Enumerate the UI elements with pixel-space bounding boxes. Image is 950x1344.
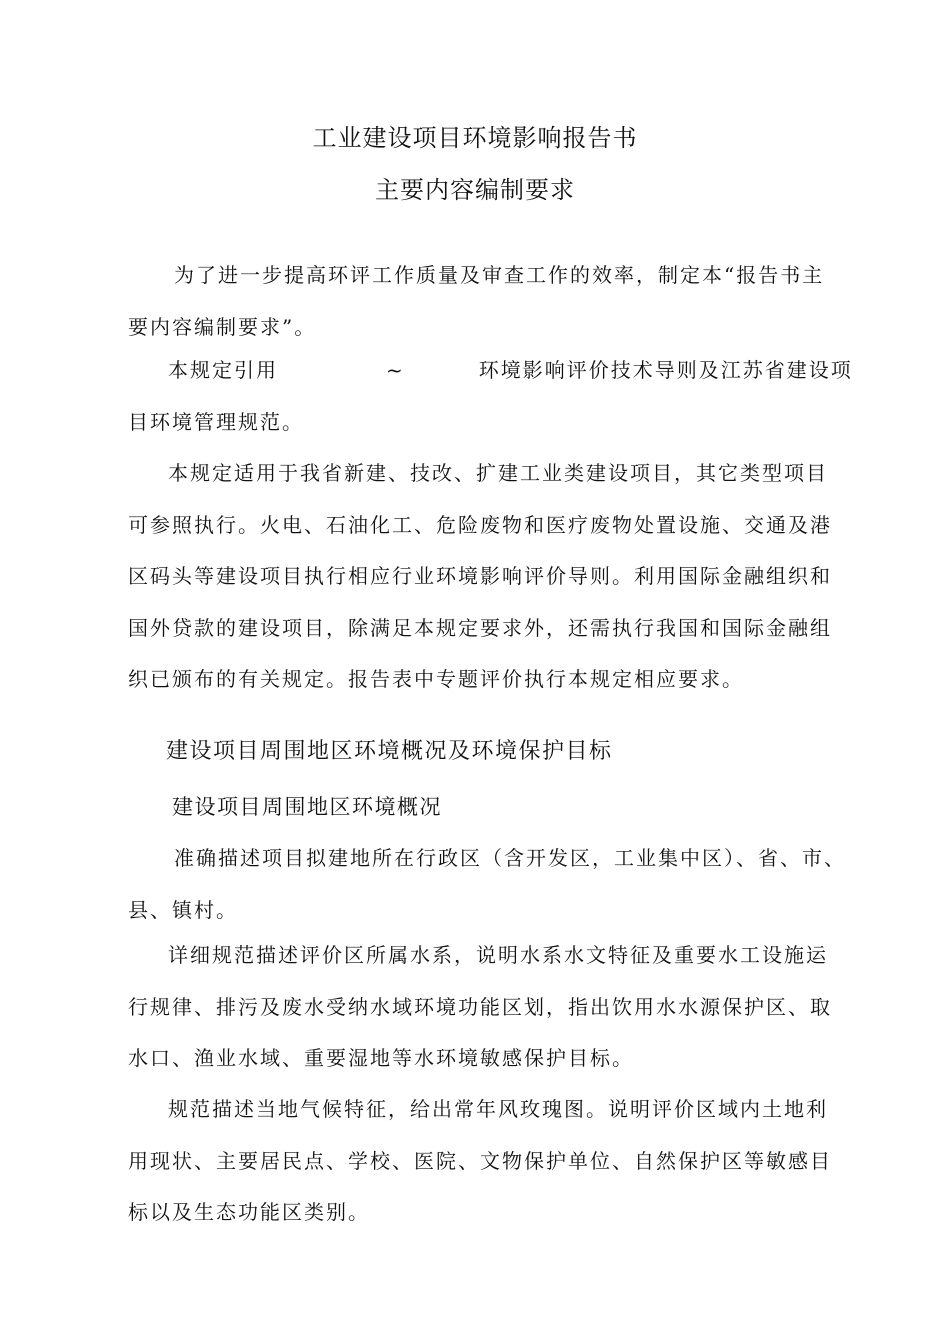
reference-tilde: ~	[386, 358, 405, 382]
scope-line-1: 本规定适用于我省新建、技改、扩建工业类建设项目，其它类型项目	[168, 461, 828, 485]
reference-line-2: 目环境管理规范。	[128, 409, 304, 434]
scope-line-3: 区码头等建设项目执行相应行业环境影响评价导则。利用国际金融组织和	[128, 564, 832, 588]
scope-line-5: 织已颁布的有关规定。报告表中专题评价执行本规定相应要求。	[128, 667, 744, 691]
scope-paragraph	[128, 448, 833, 706]
document-subtitle: 主要内容编制要求	[375, 176, 575, 204]
water-line-3: 水口、渔业水域、重要湿地等水环境敏感保护目标。	[128, 1046, 634, 1070]
location-paragraph	[128, 833, 846, 936]
climate-line-2: 用现状、主要居民点、学校、医院、文物保护单位、自然保护区等敏感目	[128, 1148, 832, 1173]
location-line-2: 县、镇村。	[128, 897, 238, 922]
water-line-1: 详细规范描述评价区所属水系，说明水系水文特征及重要水工设施运	[168, 943, 828, 967]
intro-line-1: 为了进一步提高环评工作质量及审查工作的效率，制定本“报告书主	[174, 263, 825, 287]
scope-line-4: 国外贷款的建设项目，除满足本规定要求外，还需执行我国和国际金融组	[128, 615, 832, 640]
water-line-2: 行规律、排污及废水受纳水域环境功能区划，指出饮用水水源保护区、取	[128, 994, 832, 1019]
climate-line-3: 标以及生态功能区类别。	[128, 1200, 370, 1224]
location-line-1: 准确描述项目拟建地所在行政区（含开发区，工业集中区）、省、市、	[174, 846, 846, 870]
subsection-heading: 建设项目周围地区环境概况	[172, 795, 442, 819]
water-paragraph	[128, 930, 833, 1085]
reference-line-1	[128, 345, 853, 397]
section-heading: 建设项目周围地区环境概况及环境保护目标	[166, 739, 613, 764]
intro-line-2: 要内容编制要求”。	[128, 314, 317, 339]
climate-paragraph	[128, 1084, 833, 1239]
reference-paragraph	[128, 345, 853, 448]
intro-paragraph	[128, 250, 833, 353]
document-title: 工业建设项目环境影响报告书	[312, 124, 638, 152]
climate-line-1: 规范描述当地气候特征，给出常年风玫瑰图。说明评价区域内土地利	[168, 1097, 828, 1121]
scope-line-2: 可参照执行。火电、石油化工、危险废物和医疗废物处置设施、交通及港	[128, 512, 832, 537]
reference-text-end: 环境影响评价技术导则及江苏省建设项	[478, 358, 853, 382]
reference-text-start: 本规定引用	[168, 358, 278, 382]
